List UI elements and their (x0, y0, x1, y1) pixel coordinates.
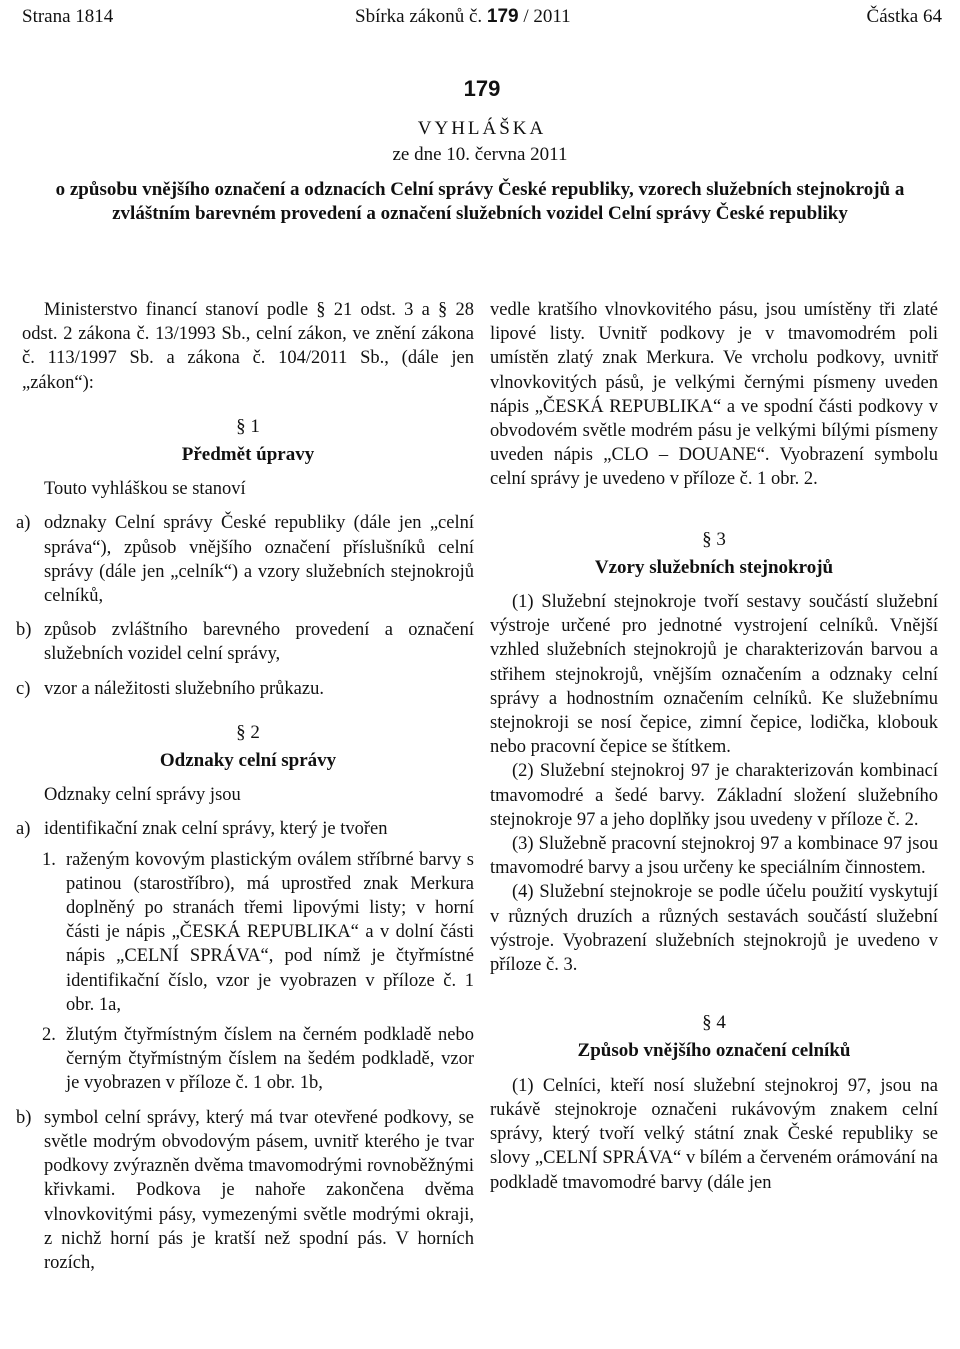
section-3-paragraph: (3) Služebně pracovní stejnokroj 97 a kombinace 97 jsou tmavomodré barvy a jsou určeny ke speciálním činnostem. (490, 834, 938, 879)
section-1-lead: Touto vyhláškou se stanoví (44, 479, 246, 500)
page-number: Strana 1814 (22, 6, 114, 27)
continuation-paragraph: vedle kratšího vlnovkovitého pásu, jsou umístěny tři zlaté lipové listy. Uvnitř podkovy je v tmavomodrém poli umístěn zlatý znak Merkura. Ve vrcholu podkovy, uvnitř vlnovkovitých pásů, je velkými černými písmeny uveden nápis „ČESKÁ REPUBLIKA“ a ve spodní části podkovy v obvodovém světle modrém pásu je velkými bílými písmeny uveden nápis „CLO – DOUANE“. Vyobrazení symbolu celní správy je uvedeno v příloze č. 1 obr. 2. (490, 300, 938, 490)
section-3-paragraph: (2) Služební stejnokroj 97 je charakterizován kombinací tmavomodré a šedé barvy. Základní složení služebního stejnokroje 97 a jeho doplňky jsou uvedeny v příloze č. 2. (490, 761, 938, 830)
section-2-title: Odznaky celní správy (159, 750, 337, 772)
left-column (16, 298, 474, 1275)
list-marker: 2. (42, 1025, 56, 1046)
list-marker: b) (16, 1107, 32, 1128)
list-item-text: způsob zvláštního barevného provedení a označení služebních vozidel celní správy, (44, 620, 474, 665)
list-marker: a) (16, 819, 31, 840)
section-2-lead: Odznaky celní správy jsou (44, 785, 241, 806)
section-3-paragraph: (1) Služební stejnokroje tvoří sestavy součástí služební výstroje určené pro jednotné vystrojení celníků. Vnější vzhled služebních stejnokrojů je charakterizován barvou a střihem stejnokrojů, vnějším označením a odznaky celní správy a hodnostním označením celníků. Ke služebnímu stejnokroji se nosí čepice, zimní čepice, lodička, klobouk nebo pracovní čepice se štítkem. (490, 592, 938, 758)
collection-year: / 2011 (523, 6, 571, 27)
list-item (16, 817, 474, 841)
list-item-text: žlutým čtyřmístným číslem na černém podkladě nebo černým čtyřmístným číslem na šedém podkladě, vzor je vyobrazen v příloze č. 1 obr. 1b, (66, 1025, 474, 1094)
list-item (16, 677, 474, 701)
list-item-text: raženým kovovým plastickým oválem stříbrné barvy s patinou (starostříbro), má uprostřed znak Merkura doplněný po stranách třemi lipovými listy; v horní části je nápis „ČESKÁ REPUBLIKA“ a v dolní části nápis „CELNÍ SPRÁVA“, pod nímž je čtyřmístné identifikační číslo, vzor je vyobrazen v příloze č. 1 obr. 1a, (66, 849, 474, 1015)
list-item-text: symbol celní správy, který má tvar otevřené podkovy, se světle modrým obvodovým pásem, uvnitř kterého je tvar podkovy zvýrazněn dvěma tmavomodrými rovnoběžnými křivkami. Podkova je nahoře zakončena dvěma vlnovkovitými pásy, vymezenými světle modrými okraji, z nichž horní pás je kratší než spodní pás. V horních rozích, (44, 1107, 474, 1273)
title-block (0, 76, 960, 226)
document-date: ze dne 10. června 2011 (392, 144, 568, 165)
sub-list-item (42, 1023, 474, 1096)
section-4-sign: § 4 (702, 1012, 726, 1034)
intro-paragraph: Ministerstvo financí stanoví podle § 21 odst. 3 a § 28 odst. 2 zákona č. 13/1993 Sb., celní zákon, ve znění zákona č. 113/1997 Sb. a zákona č. 104/2011 Sb., (dále jen „zákon“): (22, 300, 474, 393)
list-marker: a) (16, 513, 31, 534)
document-number: 179 (463, 76, 501, 101)
section-1-title: Předmět úpravy (181, 444, 315, 466)
document-subject: o způsobu vnějšího označení a odznacích Celní správy České republiky, vzorech služebních stejnokrojů a zvláštním barevném provedení a označení služebních vozidel Celní správy České republiky (55, 179, 905, 224)
collection-number: 179 (486, 6, 519, 27)
section-3-sign: § 3 (702, 528, 726, 550)
section-3-paragraph: (4) Služební stejnokroje se podle účelu použití vyskytují v různých druzích a různých sestavách součástí služební výstroje. Vyobrazení služebních stejnokrojů je uvedeno v příloze č. 3. (490, 882, 938, 976)
list-marker: b) (16, 620, 32, 641)
collection-prefix: Sbírka zákonů č. (355, 6, 483, 27)
list-item (16, 511, 474, 608)
list-item-text: identifikační znak celní správy, který je tvořen (44, 819, 388, 840)
section-4-title: Způsob vnějšího označení celníků (577, 1040, 851, 1062)
right-column (490, 298, 938, 1195)
list-item-text: odznaky Celní správy České republiky (dále jen „celní správa“), způsob vnějšího označení příslušníků celní správy (dále jen „celník“) a vzory služebních stejnokrojů celníků, (44, 513, 474, 607)
list-marker: 1. (42, 849, 56, 870)
section-4-paragraph: (1) Celníci, kteří nosí služební stejnokroj 97, jsou na rukávě stejnokroje označeni rukávovým znakem celní správy, který tvoří velký státní znak České republiky se slovy „CELNÍ SPRÁVA“ v bílém a červeném orámování na podkladě tmavomodré barvy (dále jen (490, 1075, 938, 1193)
document-type: VYHLÁŠKA (417, 118, 547, 139)
section-3-title: Vzory služebních stejnokrojů (594, 556, 834, 578)
sub-list-item (42, 848, 474, 1017)
page-header (0, 2, 960, 32)
section-1-sign: § 1 (236, 415, 260, 437)
list-item (16, 618, 474, 666)
collection-ref (355, 6, 571, 28)
list-item (16, 1106, 474, 1275)
part-number: Částka 64 (866, 6, 942, 27)
section-2-sign: § 2 (236, 721, 260, 743)
list-marker: c) (16, 678, 31, 699)
list-item-text: vzor a náležitosti služebního průkazu. (44, 678, 324, 699)
